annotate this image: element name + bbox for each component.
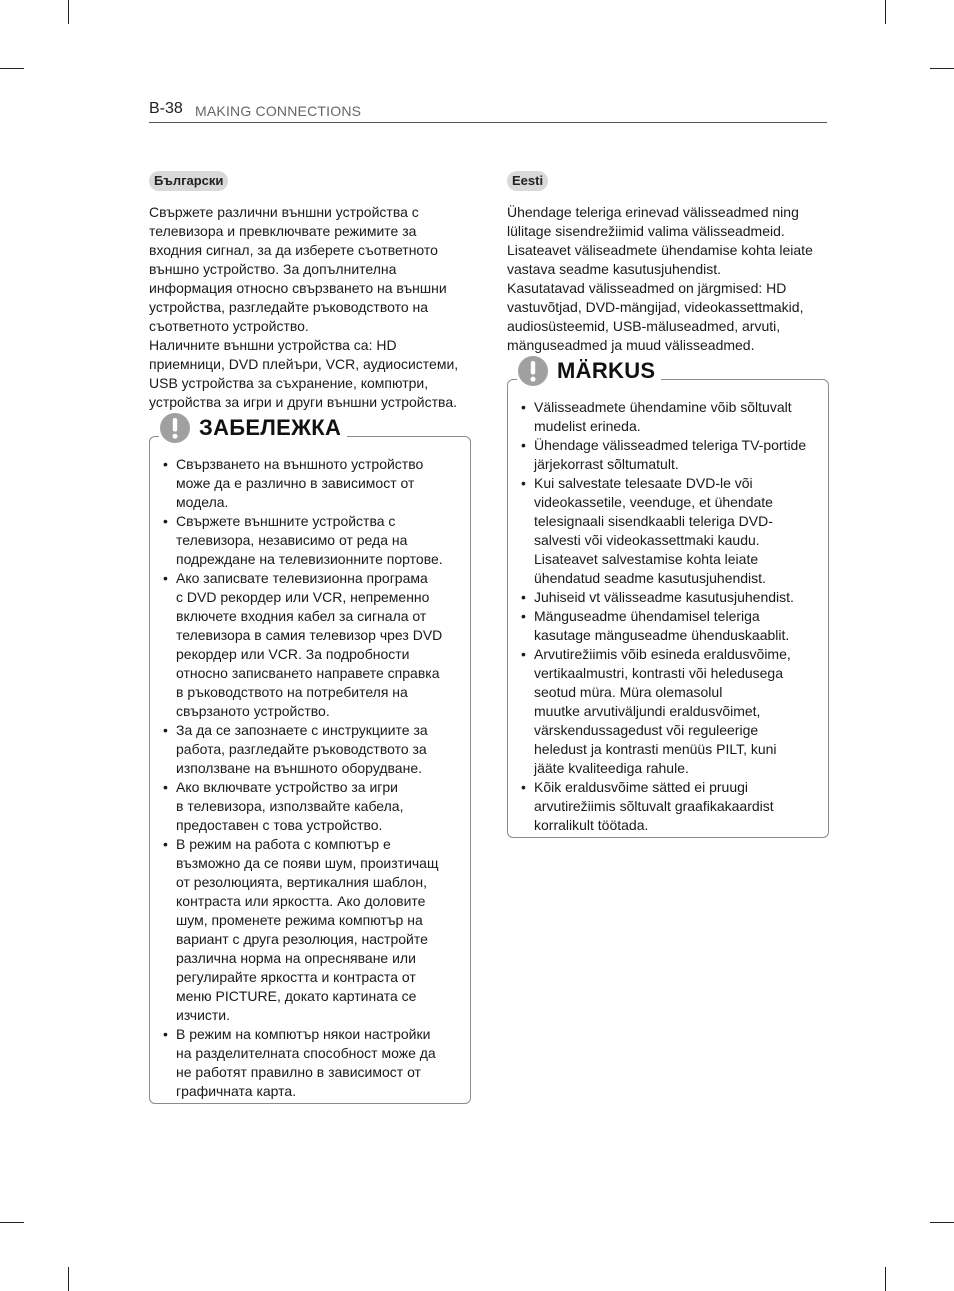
text-line: информация относно свързването на външни	[149, 280, 447, 296]
column-estonian	[507, 171, 829, 838]
text-line: включете входния кабел за сигнала от	[176, 608, 427, 624]
text-line: регулирайте яркостта и контраста от	[176, 969, 416, 985]
text-line: USB устройства за съхранение, компютри,	[149, 375, 429, 391]
text-line: ühendatud seadme kasutusjuhendist.	[534, 570, 766, 586]
text-line: може да е различно в зависимост от	[176, 475, 415, 491]
text-line: използване на външното оборудване.	[176, 760, 422, 776]
text-line: относно записването направете справка	[176, 665, 440, 681]
crop-mark	[68, 1267, 69, 1291]
text-line: на разделителната способност може да	[176, 1045, 436, 1061]
text-line: телевизора и превключвате режимите за	[149, 223, 417, 239]
text-line: Ühendage välisseadmed teleriga TV-portide	[534, 437, 807, 453]
note-title: MÄRKUS	[557, 358, 656, 383]
note-item	[521, 607, 818, 645]
text-line: За да се запознаете с инструкциите за	[176, 722, 428, 738]
note-item	[163, 455, 460, 512]
text-line: lülitage sisendrežiimid valima välisseadmeid.	[507, 223, 785, 239]
text-line: телевизора, независимо от реда на	[176, 532, 408, 548]
text-line: не работят правилно в зависимост от	[176, 1064, 421, 1080]
text-line: mudelist erineda.	[534, 418, 641, 434]
text-line: Свържете външните устройства с	[176, 513, 396, 529]
section-title: MAKING CONNECTIONS	[195, 103, 362, 119]
note-item	[163, 835, 460, 1025]
text-line: В режим на работа с компютър е	[176, 836, 391, 852]
text-line: различна норма на опресняване или	[176, 950, 416, 966]
text-line: Свържете различни външни устройства с	[149, 204, 419, 220]
crop-mark	[885, 0, 886, 24]
note-item	[521, 645, 818, 778]
text-line: Ако записвате телевизионна програма	[176, 570, 428, 586]
text-line: kasutage mänguseadme ühenduskaablit.	[534, 627, 790, 643]
text-line: jääte kvaliteediga rahule.	[534, 760, 689, 776]
text-line: Kasutatavad välisseadmed on järgmised: HD	[507, 280, 787, 296]
text-line: рекордер или VCR. За подробности	[176, 646, 410, 662]
note-item	[521, 588, 818, 607]
text-line: audiosüsteemid, USB-mäluseadmed, arvuti,	[507, 318, 781, 334]
exclamation-icon	[159, 412, 191, 444]
crop-mark	[0, 68, 24, 69]
text-line: vastuvõtjad, DVD-mängijad, videokassettmakid,	[507, 299, 804, 315]
note-list	[521, 398, 818, 835]
text-line: Juhiseid vt välisseadme kasutusjuhendist.	[534, 589, 794, 605]
language-badge: Eesti	[507, 171, 548, 191]
text-line: vastava seadme kasutusjuhendist.	[507, 261, 722, 277]
text-line: приемници, DVD плейъри, VCR, аудиосистеми,	[149, 356, 459, 372]
text-line: контраста или яркостта. Ако доловите	[176, 893, 426, 909]
note-title: ЗАБЕЛЕЖКА	[199, 415, 342, 440]
text-line: меню PICTURE, докато картината се	[176, 988, 417, 1004]
note-box	[149, 415, 471, 1104]
language-badge: Български	[149, 171, 228, 191]
text-line: Lisateavet salvestamise kohta leiate	[534, 551, 759, 567]
note-list	[163, 455, 460, 1101]
text-line: устройства, разгледайте ръководството на	[149, 299, 429, 315]
text-line: Lisateavet väliseadmete ühendamise kohta leiate	[507, 242, 813, 258]
note-box	[507, 358, 829, 838]
text-line: Свързването на външното устройство	[176, 456, 424, 472]
text-line: mänguseadmed ja muud välisseadmed.	[507, 337, 755, 353]
text-line: Kõik eraldusvõime sätted ei pruugi	[534, 779, 749, 795]
text-line: В режим на компютър някои настройки	[176, 1026, 431, 1042]
text-line: графичната карта.	[176, 1083, 297, 1099]
text-line: Välisseadmete ühendamine võib sõltuvalt	[534, 399, 792, 415]
text-line: muutke arvutiväljundi eraldusvõimet,	[534, 703, 761, 719]
text-line: Ühendage teleriga erinevad välisseadmed ning	[507, 204, 799, 220]
crop-mark	[930, 68, 954, 69]
crop-mark	[0, 1222, 24, 1223]
text-line: модела.	[176, 494, 229, 510]
text-line: värskendussagedust või reguleerige	[534, 722, 759, 738]
text-line: подреждане на телевизионните портове.	[176, 551, 443, 567]
text-line: Arvutirežiimis võib esineda eraldusvõime,	[534, 646, 791, 662]
column-bulgarian	[149, 171, 471, 1104]
note-item	[163, 512, 460, 569]
intro-paragraph	[149, 203, 471, 412]
text-line: Наличните външни устройства са: HD	[149, 337, 397, 353]
note-item	[163, 778, 460, 835]
text-line: Ако включвате устройство за игри	[176, 779, 399, 795]
exclamation-icon	[517, 355, 549, 387]
page-header	[149, 100, 827, 123]
text-line: heledust ja kontrasti menüüs PILT, kuni	[534, 741, 777, 757]
note-item	[163, 721, 460, 778]
text-line: järjekorrast sõltumatult.	[534, 456, 679, 472]
text-line: шум, променете режима компютър на	[176, 912, 423, 928]
text-line: vertikaalmustri, kontrasti või heledusega	[534, 665, 784, 681]
note-item	[521, 436, 818, 474]
intro-paragraph	[507, 203, 829, 355]
page-number: B-38	[149, 100, 183, 117]
text-line: от резолюцията, вертикалния шаблон,	[176, 874, 428, 890]
text-line: вариант с друга резолюция, настройте	[176, 931, 428, 947]
note-item	[521, 778, 818, 835]
crop-mark	[885, 1267, 886, 1291]
text-line: външно устройство. За допълнителна	[149, 261, 397, 277]
text-line: с DVD рекордер или VCR, непременно	[176, 589, 430, 605]
text-line: в ръководството на потребителя на	[176, 684, 408, 700]
text-line: входния сигнал, за да изберете съответното	[149, 242, 438, 258]
text-line: telesignaali sisendkaabli teleriga DVD-	[534, 513, 773, 529]
text-line: устройства за игри и други външни устройства.	[149, 394, 457, 410]
note-item	[163, 1025, 460, 1101]
note-item	[521, 474, 818, 588]
text-line: свързаното устройство.	[176, 703, 330, 719]
text-line: videokassetile, veenduge, et ühendate	[534, 494, 773, 510]
text-line: arvutirežiimis sõltuvalt graafikakaardist	[534, 798, 774, 814]
text-line: възможно да се появи шум, произтичащ	[176, 855, 439, 871]
text-line: korralikult töötada.	[534, 817, 649, 833]
text-line: Kui salvestate telesaate DVD-le või	[534, 475, 753, 491]
text-line: seotud müra. Müra olemasolul	[534, 684, 723, 700]
text-line: в телевизора, използвайте кабела,	[176, 798, 404, 814]
crop-mark	[68, 0, 69, 24]
text-line: Mänguseadme ühendamisel teleriga	[534, 608, 760, 624]
text-line: телевизора в самия телевизор чрез DVD	[176, 627, 443, 643]
note-heading	[517, 355, 661, 387]
note-item	[521, 398, 818, 436]
crop-mark	[930, 1222, 954, 1223]
note-item	[163, 569, 460, 721]
text-line: предоставен с това устройство.	[176, 817, 383, 833]
text-line: изчисти.	[176, 1007, 231, 1023]
note-heading	[159, 412, 347, 444]
text-line: salvesti või videokassettmaki kaudu.	[534, 532, 760, 548]
text-line: работа, разгледайте ръководството за	[176, 741, 427, 757]
text-line: съответното устройство.	[149, 318, 309, 334]
